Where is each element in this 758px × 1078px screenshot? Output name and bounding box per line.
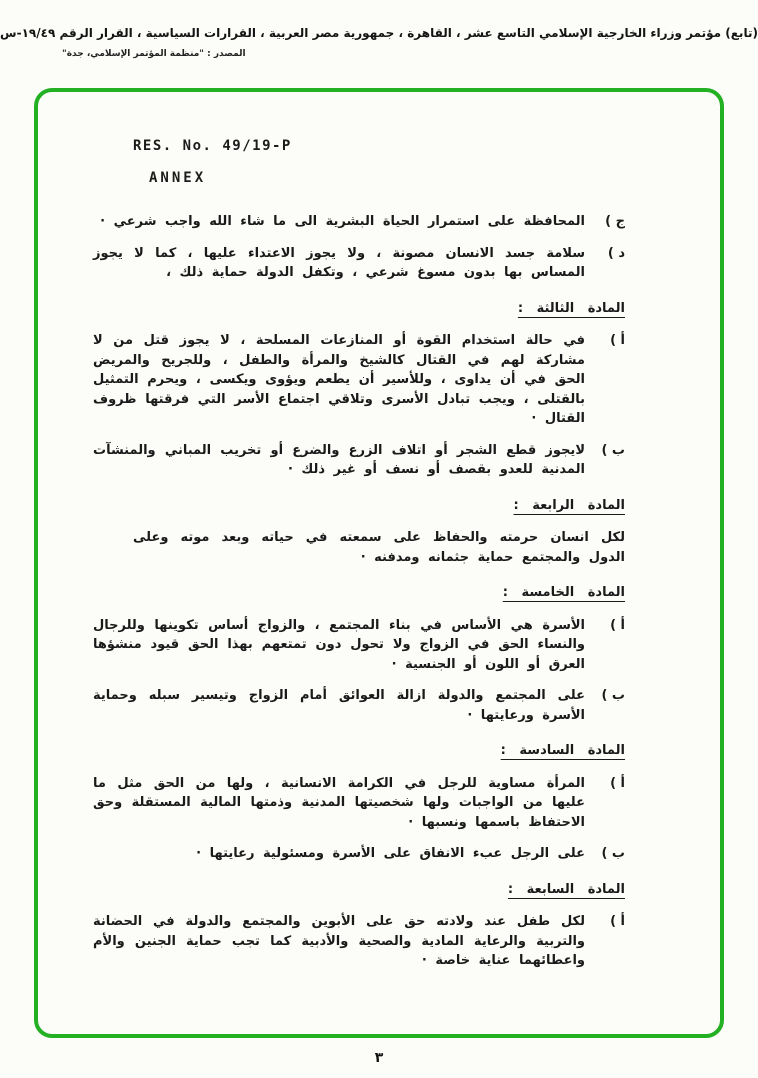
clause-text: لايجوز قطع الشجر أو اتلاف الزرع والضرع أو تخريب المباني والمنشآت المدنية للعدو بقصف أو نسف أو غير ذلك · [93,442,585,477]
clause-marker: أ ) [610,775,625,791]
english-block [133,138,292,186]
clause-text: المرأة مساوية للرجل في الكرامة الانسانية ، ولها من الحق مثل ما عليها من الواجبات ولها شخصيتها المدنية وذمتها المالية المستقلة وحق الاحتفاظ باسمها ونسبها · [93,775,585,830]
clause-marker: ب ) [601,442,625,458]
clause-item [93,912,625,971]
header-line: (تابع) مؤتمر وزراء الخارجية الإسلامي التاسع عشر ، القاهرة ، جمهورية مصر العربية ، القرارات السياسية ، القرار الرقم ١٩/٤٩-س [0,26,758,40]
clause-item [93,686,625,725]
clause-marker: أ ) [610,914,625,929]
clause-text: سلامة جسد الانسان مصونة ، ولا يجوز الاعتداء عليها ، كما لا يجوز المساس بها بدون مسوغ شرعي ، وتكفل الدولة حماية ذلك ، [93,245,585,280]
clause-marker: ب ) [601,846,625,861]
annex-label: ANNEX [149,170,207,186]
article-heading: المادة السادسة : [500,743,625,758]
arabic-body [93,212,625,971]
article-heading: المادة الخامسة : [502,585,625,600]
source-line: المصدر : "منظمة المؤتمر الإسلامي، جدة" [62,49,246,59]
clause-text: المحافظة على استمرار الحياة البشرية الى ما شاء الله واجب شرعي · [100,214,585,229]
clause-marker: د ) [607,245,625,261]
clause-text: لكل طفل عند ولادته حق على الأبوين والمجتمع والدولة في الحضانة والتربية والرعاية المادية والصحية والأدبية كما تجب حماية الجنين والأم واعطائهما عناية خاصة · [93,914,585,968]
clause-text: على المجتمع والدولة ازالة العوائق أمام الزواج وتيسير سبله وحماية الأسرة ورعايتها · [93,688,585,723]
clause-item [93,441,625,480]
document-content [38,92,720,971]
page-number: ٣ [374,1050,384,1066]
clause-text: على الرجل عبء الانفاق على الأسرة ومسئولية رعايتها · [196,846,585,861]
clause-marker: أ ) [610,617,625,633]
article-paragraph: لكل انسان حرمته والحفاظ على سمعته في حياته وبعد موته وعلى الدول والمجتمع حماية جثمانه ومدفنه · [133,530,625,565]
clause-item [93,616,625,675]
clause-item [93,844,625,864]
article-heading: المادة الرابعة : [513,497,625,513]
article-heading: المادة الثالثة : [517,300,625,316]
clause-marker: ب ) [601,688,625,703]
clause-marker: ج ) [605,214,625,229]
clause-item [93,331,625,429]
clause-item [93,774,625,833]
document-frame [34,88,724,1038]
article-heading: المادة السابعة : [507,881,625,897]
clause-item [93,212,625,232]
clause-text: الأسرة هي الأساس في بناء المجتمع ، والزواج أساس تكوينها وللرجال والنساء الحق في الزواج ولا تحول دون تمتعهم بهذا الحق قيود منشؤها العرق أو اللون أو الجنسية · [93,617,585,672]
resolution-number: RES. No. 49/19-P [133,138,292,154]
clause-marker: أ ) [610,333,625,348]
clause-item [93,244,625,283]
clause-text: في حالة استخدام القوة أو المنازعات المسلحة ، لا يجوز قتل من لا مشاركة لهم في القتال كالشيخ والمرأة والطفل ، وللجريح والمريض الحق في أن يداوى ، وللأسير أن يطعم ويؤوى ويكسى ، ويحرم التمثيل بالقتلى ، ويجب تبادل الأسرى وتلاقي اجتماع الأسر التي فرقتها ظروف القتال · [93,333,585,426]
